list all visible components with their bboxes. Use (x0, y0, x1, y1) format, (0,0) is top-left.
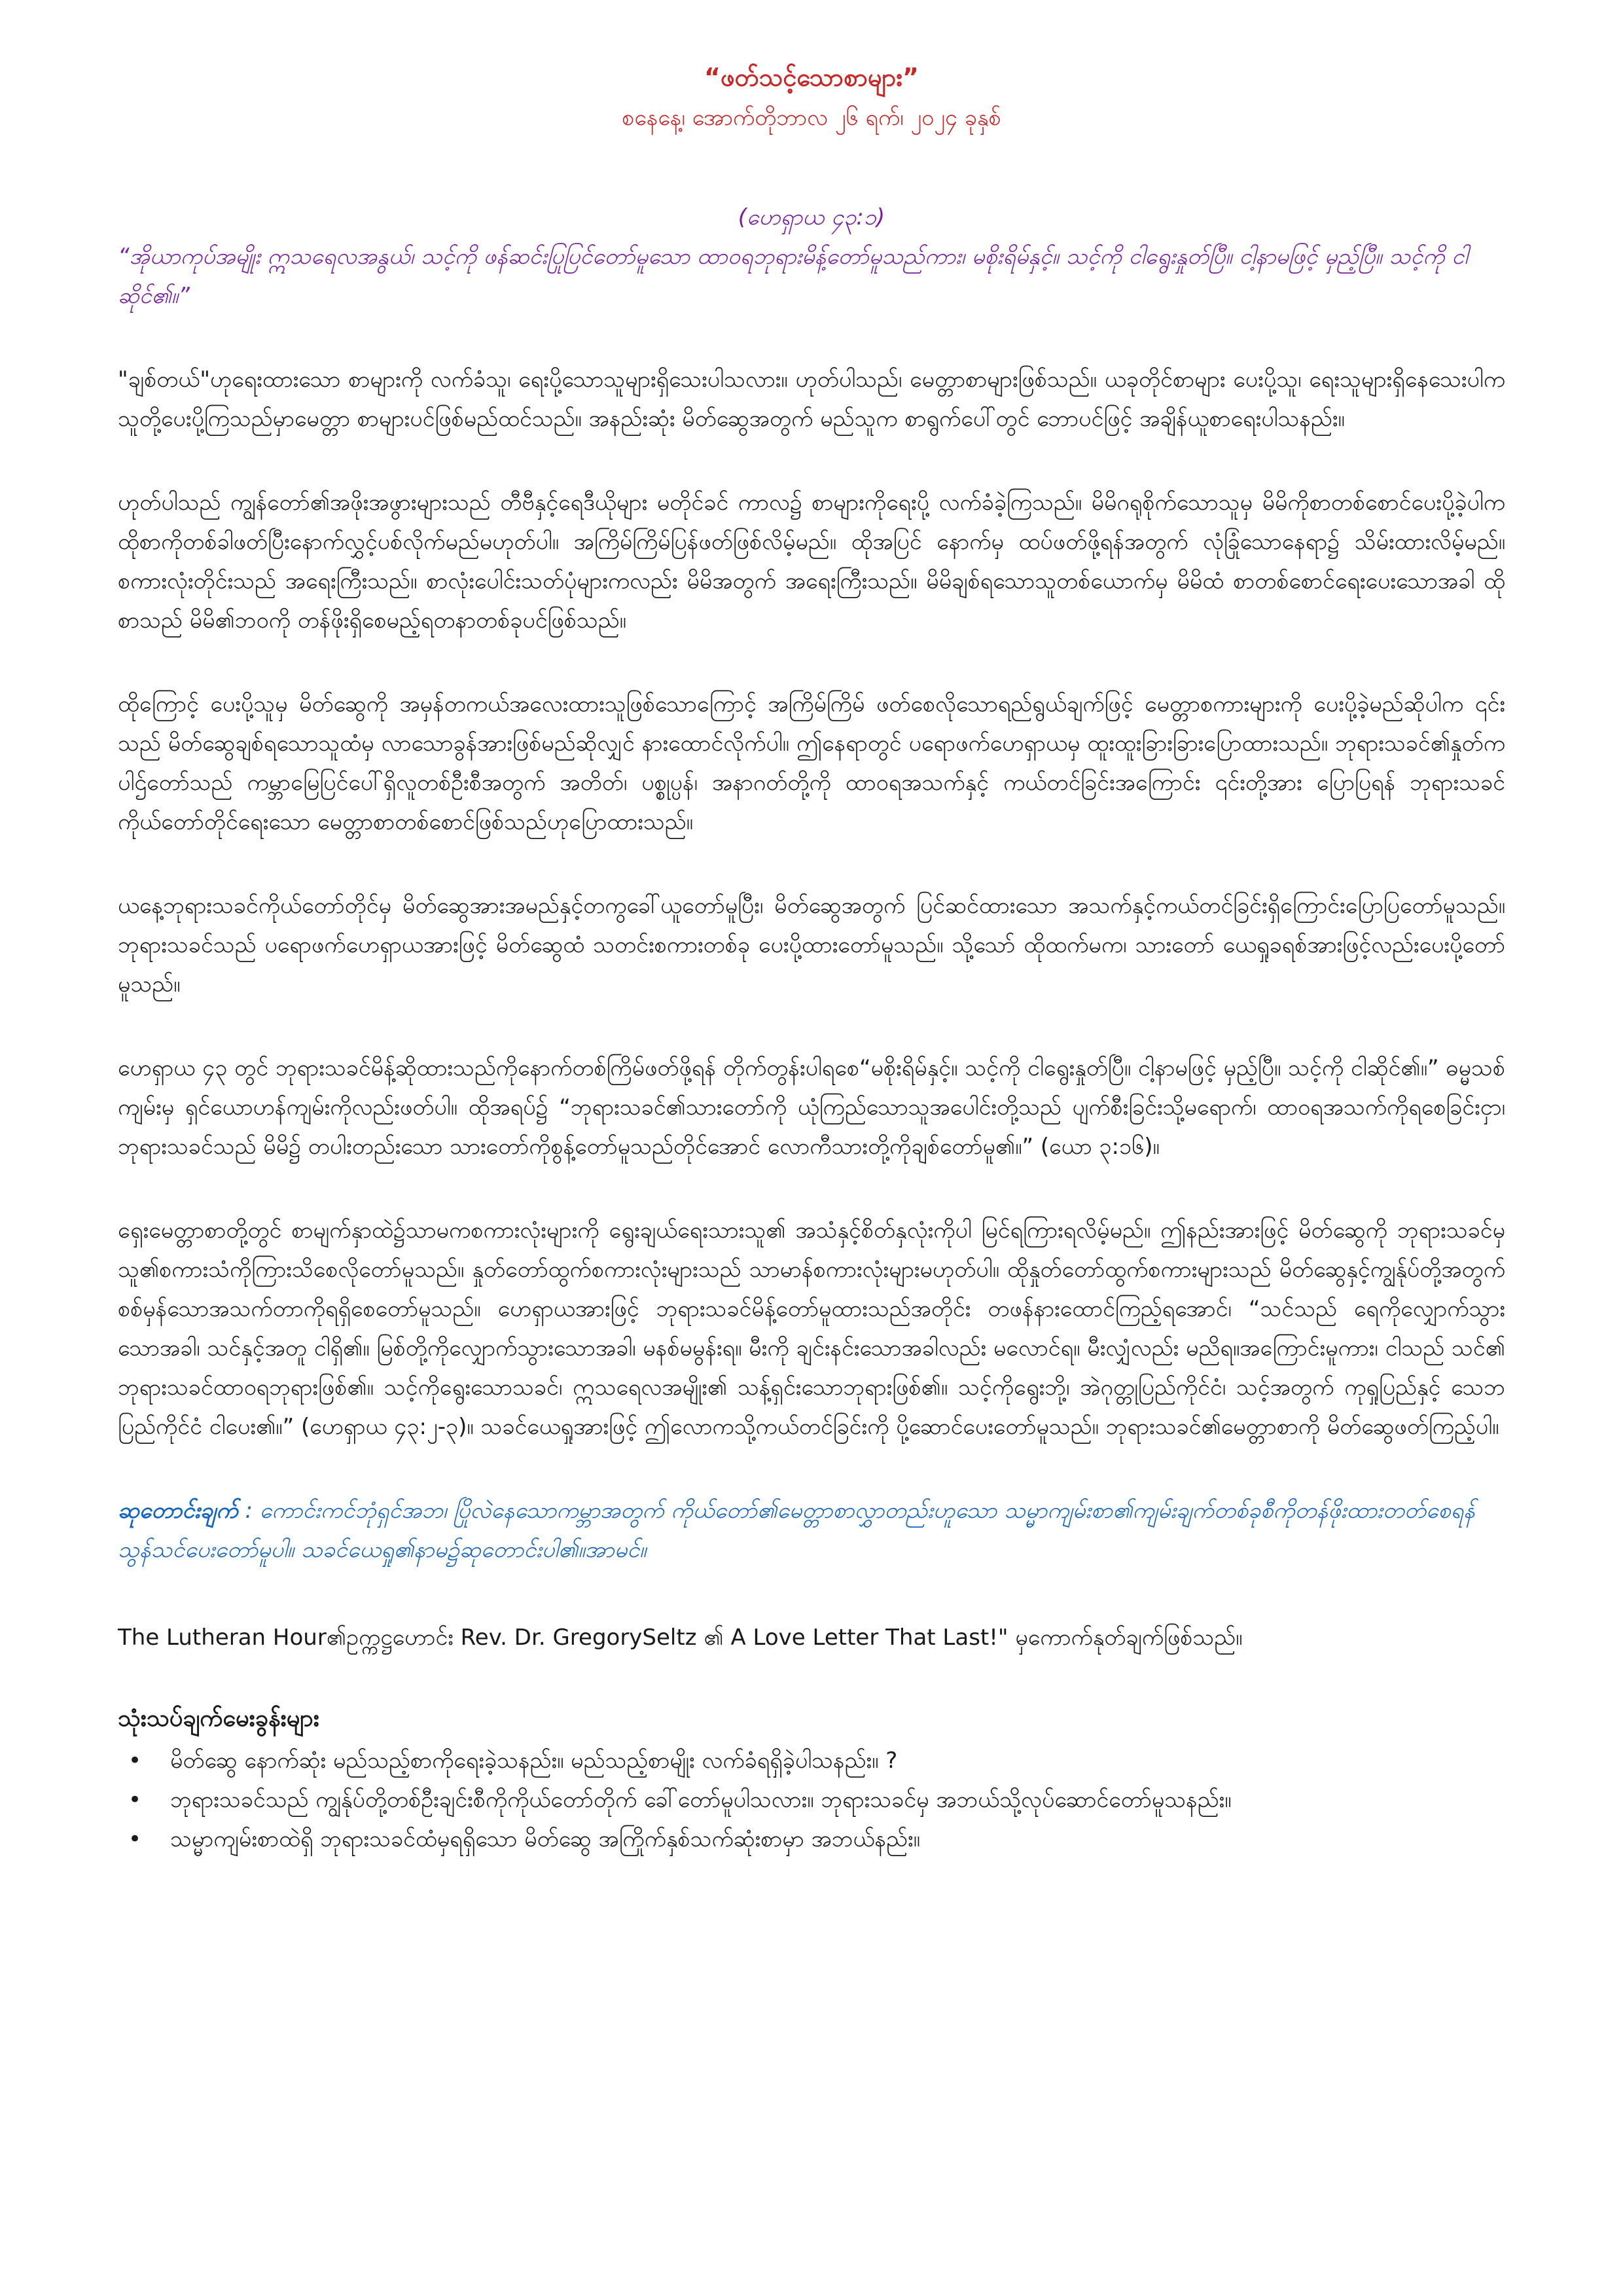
list-item (128, 1780, 1505, 1820)
list-item (128, 1741, 1505, 1780)
bullet-icon: • (128, 1787, 142, 1813)
body-paragraph-4: ယနေ့ဘုရားသခင်ကိုယ်တော်တိုင်မှ မိတ်ဆွေအားအမည်နှင့်တကွခေါ်ယူတော်မူပြီး၊ မိတ်ဆွေအတွက် ပြင်ဆင်ထားသော အသက်နှင့်ကယ်တင်ခြင်းရှိကြောင်းပြောပြတော်မူသည်။ ဘုရားသခင်သည် ပရောဖက်ဟေရှာယအားဖြင့် မိတ်ဆွေထံ သတင်းစကားတစ်ခု ပေးပို့ထားတော်မူသည်။ သို့သော် ထိုထက်မက၊ သားတော် ယေရှုခရစ်အားဖြင့်လည်းပေးပို့တော်မူသည်။ (118, 893, 1505, 997)
list-item (128, 1820, 1505, 1859)
scripture-reference: (ဟေရှာယ ၄၃:၁) (738, 204, 885, 230)
prayer-text: : ကောင်းကင်ဘုံရှင်အဘ၊ ပြိုလဲနေသောကမ္ဘာအတွက် ကိုယ်တော်၏မေတ္တာစာလွှာတည်းဟူသော သမ္မာကျမ်းစာ၏ကျမ်းချက်တစ်ခုစီကိုတန်ဖိုးထားတတ်စေရန် သွန်သင်ပေးတော်မူပါ။ သခင်ယေရှု၏နာမ၌ဆုတောင်းပါ၏။အာမင်။ (118, 1498, 1475, 1563)
bullet-icon: • (128, 1748, 142, 1774)
question-text-1: မိတ်ဆွေ နောက်ဆုံး မည်သည့်စာကိုရေးခဲ့သနည်း။ မည်သည့်စာမျိုး လက်ခံရရှိခဲ့ပါသနည်း။ ? (170, 1748, 898, 1774)
body-paragraph-5: ဟေရှာယ ၄၃ တွင် ဘုရားသခင်မိန့်ဆိုထားသည်ကိုနောက်တစ်ကြိမ်ဖတ်ဖို့ရန် တိုက်တွန်းပါရစေ“မစိုးရိမ်နှင့်။ သင့်ကို ငါရွေးနှုတ်ပြီ။ ငါ့နာမဖြင့် မှည့်ပြီ။ သင့်ကို ငါဆိုင်၏။” ဓမ္မသစ်ကျမ်းမှ ရှင်ယောဟန်ကျမ်းကိုလည်းဖတ်ပါ။ ထိုအရပ်၌ “ဘုရားသခင်၏သားတော်ကို ယုံကြည်သောသူအပေါင်းတို့သည် ပျက်စီးခြင်းသို့မရောက်၊ ထာဝရအသက်ကိုရစေခြင်းငှာ၊ ဘုရားသခင်သည် မိမိ၌ တပါးတည်းသော သားတော်ကိုစွန့်တော်မူသည်တိုင်အောင် လောကီသားတို့ကိုချစ်တော်မူ၏။” (ယော ၃:၁၆)။ (118, 1055, 1505, 1160)
prayer-label: ဆုတောင်းချက် (118, 1498, 238, 1524)
questions-heading: သုံးသပ်ချက်မေးခွန်းများ (118, 1705, 319, 1732)
questions-list (118, 1741, 1505, 1859)
prayer-block (118, 1491, 1505, 1570)
body-paragraph-1: "ချစ်တယ်"ဟုရေးထားသော စာများကို လက်ခံသူ၊ ရေးပို့သောသူများရှိသေးပါသလား။ ဟုတ်ပါသည်၊ မေတ္တာစာများဖြစ်သည်။ ယခုတိုင်စာများ ပေးပို့သူ၊ ရေးသူများရှိနေသေးပါကသူတို့ပေးပို့ကြသည်မှာမေတ္တာ စာများပင်ဖြစ်မည်ထင်သည်။ အနည်းဆုံး မိတ်ဆွေအတွက် မည်သူက စာရွက်ပေါ်တွင် ဘောပင်ဖြင့် အချိန်ယူစာရေးပါသနည်း။ (118, 367, 1505, 432)
bullet-icon: • (128, 1826, 142, 1852)
document-date: စနေနေ့၊ အောက်တိုဘာလ ၂၆ ရက်၊ ၂၀၂၄ ခုနှစ် (622, 105, 1001, 131)
question-text-3: သမ္မာကျမ်းစာထဲရှိ ဘုရားသခင်ထံမှရရှိသော မိတ်ဆွေ အကြိုက်နှစ်သက်ဆုံးစာမှာ အဘယ်နည်း။ (170, 1826, 920, 1852)
document-title: “ဖတ်သင့်သောစာများ” (704, 63, 919, 92)
body-paragraph-2: ဟုတ်ပါသည် ကျွန်တော်၏အဖိုးအဖွားများသည် တီဗီနှင့်ရေဒီယိုများ မတိုင်ခင် ကာလ၌ စာများကိုရေးပို့ လက်ခံခဲ့ကြသည်။ မိမိဂရုစိုက်သောသူမှ မိမိကိုစာတစ်စောင်ပေးပို့ခဲ့ပါက ထိုစာကိုတစ်ခါဖတ်ပြီးနောက်လွှင့်ပစ်လိုက်မည်မဟုတ်ပါ။ အကြိမ်ကြိမ်ပြန်ဖတ်ဖြစ်လိမ့်မည်။ ထိုအပြင် နောက်မှ ထပ်ဖတ်ဖို့ရန်အတွက် လုံခြုံသောနေရာ၌ သိမ်းထားလိမ့်မည်။ စကားလုံးတိုင်းသည် အရေးကြီးသည်။ စာလုံးပေါင်းသတ်ပုံများကလည်း မိမိအတွက် အရေးကြီးသည်။ မိမိချစ်ရသောသူတစ်ယောက်မှ မိမိထံ စာတစ်စောင်ရေးပေးသောအခါ ထိုစာသည် မိမိ၏ဘဝကို တန်ဖိုးရှိစေမည့်ရတနာတစ်ခုပင်ဖြစ်သည်။ (118, 490, 1505, 634)
question-text-2: ဘုရားသခင်သည် ကျွန်ုပ်တို့တစ်ဦးချင်းစီကိုကိုယ်တော်တိုက် ခေါ်တော်မူပါသလား။ ဘုရားသခင်မှ အဘယ်သို့လုပ်ဆောင်တော်မူသနည်း။ (170, 1787, 1232, 1813)
source-attribution: The Lutheran Hour၏ဥက္ကဋ္ဌဟောင်း Rev. Dr. GregorySeltz ၏ A Love Letter That Last!" မှကောက်နုတ်ချက်ဖြစ်သည်။ (118, 1624, 1243, 1651)
body-paragraph-3: ထိုကြောင့် ပေးပို့သူမှ မိတ်ဆွေကို အမှန်တကယ်အလေးထားသူဖြစ်သောကြောင့် အကြိမ်ကြိမ် ဖတ်စေလိုသောရည်ရွယ်ချက်ဖြင့် မေတ္တာစကားများကို ပေးပို့ခဲ့မည်ဆိုပါက ၎င်းသည် မိတ်ဆွေချစ်ရသောသူထံမှ လာသောခွန်အားဖြစ်မည်ဆိုလျှင် နားထောင်လိုက်ပါ။ ဤနေရာတွင် ပရောဖက်ဟေရှာယမှ ထူးထူးခြားခြားပြောထားသည်။ ဘုရားသခင်၏နှုတ်ကပါဌ်တော်သည် ကမ္ဘာမြေပြင်ပေါ်ရှိလူတစ်ဦးစီအတွက် အတိတ်၊ ပစ္စုပ္ပန်၊ အနာဂတ်တို့ကို ထာဝရအသက်နှင့် ကယ်တင်ခြင်းအကြောင်း ၎င်းတို့အား ပြောပြရန် ဘုရားသခင်ကိုယ်တော်တိုင်ရေးသော မေတ္တာစာတစ်စောင်ဖြစ်သည်ဟုပြောထားသည်။ (118, 691, 1505, 835)
body-paragraph-6: ရှေးမေတ္တာစာတို့တွင် စာမျက်နှာထဲ၌သာမကစကားလုံးများကို ရွေးချယ်ရေးသားသူ၏ အသံနှင့်စိတ်နှလုံးကိုပါ မြင်ရကြားရလိမ့်မည်။ ဤနည်းအားဖြင့် မိတ်ဆွေကို ဘုရားသခင်မှ သူ၏စကားသံကိုကြားသိစေလိုတော်မူသည်။ နှုတ်တော်ထွက်စကားလုံးများသည် သာမာန်စကားလုံးများမဟုတ်ပါ။ ထိုနှုတ်တော်ထွက်စကားများသည် မိတ်ဆွေနှင့်ကျွန်ုပ်တို့အတွက် စစ်မှန်သောအသက်တာကိုရရှိစေတော်မူသည်။ ဟေရှာယအားဖြင့် ဘုရားသခင်မိန့်တော်မူထားသည်အတိုင်း တဖန်နားထောင်ကြည့်ရအောင်၊ “သင်သည် ရေကိုလျှောက်သွားသောအခါ၊ သင်နှင့်အတူ ငါရှိ၏။ မြစ်တို့ကိုလျှောက်သွားသောအခါ၊ မနစ်မမွန်းရ။ မီးကို ချင်းနင်းသောအခါလည်း မလောင်ရ။ မီးလျှံလည်း မညိရ။အကြောင်းမူကား၊ ငါသည် သင်၏ ဘုရားသခင်ထာဝရဘုရားဖြစ်၏။ သင့်ကိုရွေးသောသခင်၊ ဣသရေလအမျိုး၏ သန့်ရှင်းသောဘုရားဖြစ်၏။ သင့်ကိုရွေးဘို့၊ အဲဂုတ္တုပြည်ကိုင်ငံ၊ သင့်အတွက် ကုရှုပြည်နှင့် သေဘပြည်ကိုင်ငံ ငါပေး၏။” (ဟေရှာယ ၄၃:၂-၃)။ သခင်ယေရှုအားဖြင့် ဤလောကသို့ကယ်တင်ခြင်းကို ပို့ဆောင်ပေးတော်မူသည်။ ဘုရားသခင်၏မေတ္တာစာကို မိတ်ဆွေဖတ်ကြည့်ပါ။ (118, 1217, 1505, 1440)
scripture-verse: “အိုယာကုပ်အမျိုး ဣသရေလအနွယ်၊ သင့်ကို ဖန်ဆင်းပြုပြင်တော်မူသော ထာဝရဘုရားမိန့်တော်မူသည်ကား၊ မစိုးရိမ်နှင့်။ သင့်ကို ငါရွေးနှုတ်ပြီ။ ငါ့နာမဖြင့် မှည့်ပြီ။ သင့်ကို ငါဆိုင်၏။” (118, 243, 1469, 309)
